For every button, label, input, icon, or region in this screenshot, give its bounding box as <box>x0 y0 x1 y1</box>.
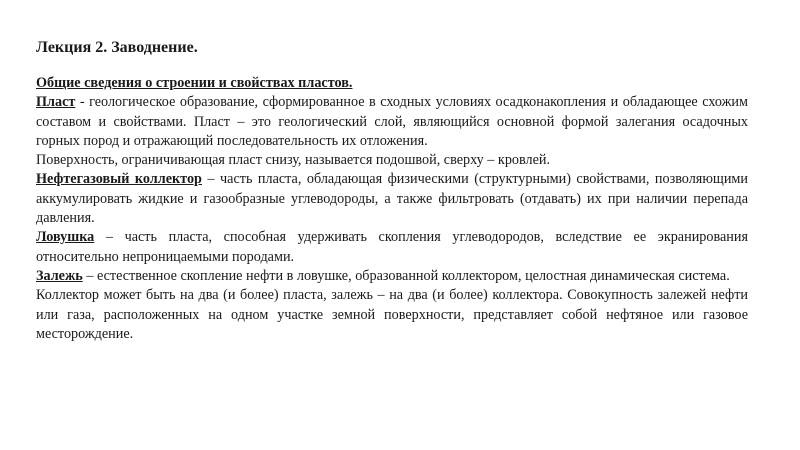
term-reservoir: Нефтегазовый коллектор <box>36 171 202 188</box>
paragraph-trap <box>36 228 748 267</box>
paragraph-plast <box>36 93 748 151</box>
term-trap: Ловушка <box>36 229 95 246</box>
text-boundaries: Поверхность, ограничивающая пласт снизу, называется подошвой, сверху – кровлей. <box>36 152 551 169</box>
term-plast: Пласт <box>36 94 76 111</box>
definition-deposit: – естественное скопление нефти в ловушке, образованной коллектором, целостная динамическая система. <box>82 267 730 284</box>
term-deposit: Залежь <box>36 267 83 284</box>
lecture-title: Лекция 2. Заводнение. <box>36 39 198 56</box>
paragraph-deposit <box>36 267 748 286</box>
definition-plast: - геологическое образование, сформированное в сходных условиях осадконакопления и обладающее схожим составом и свойствами. Пласт – это геологический слой, являющийся основной формой залегания осадочных горных пород и отражающий последовательность их отложения. <box>36 94 748 149</box>
definition-reservoir: – часть пласта, обладающая физическими (структурными) свойствами, позволяющими аккумулировать жидкие и газообразные углеводороды, а также фильтровать (отдавать) их при наличии перепада давления. <box>36 171 749 227</box>
definition-trap: – часть пласта, способная удерживать скопления углеводородов, вследствие ее экранирования относительно непроницаемыми породами. <box>36 229 748 265</box>
paragraph-boundaries <box>36 151 748 170</box>
lecture-body <box>36 74 748 344</box>
paragraph-reservoir <box>36 170 748 228</box>
section-subtitle: Общие сведения о строении и свойствах пластов. <box>36 75 353 91</box>
text-field: Коллектор может быть на два (и более) пласта, залежь – на два (и более) коллектора. Совокупность залежей нефти или газа, расположенных на одном участке земной поверхности, представляет собой нефтяное или газовое месторождение. <box>36 287 748 342</box>
section-subtitle-line <box>36 74 748 93</box>
paragraph-field <box>36 286 748 344</box>
